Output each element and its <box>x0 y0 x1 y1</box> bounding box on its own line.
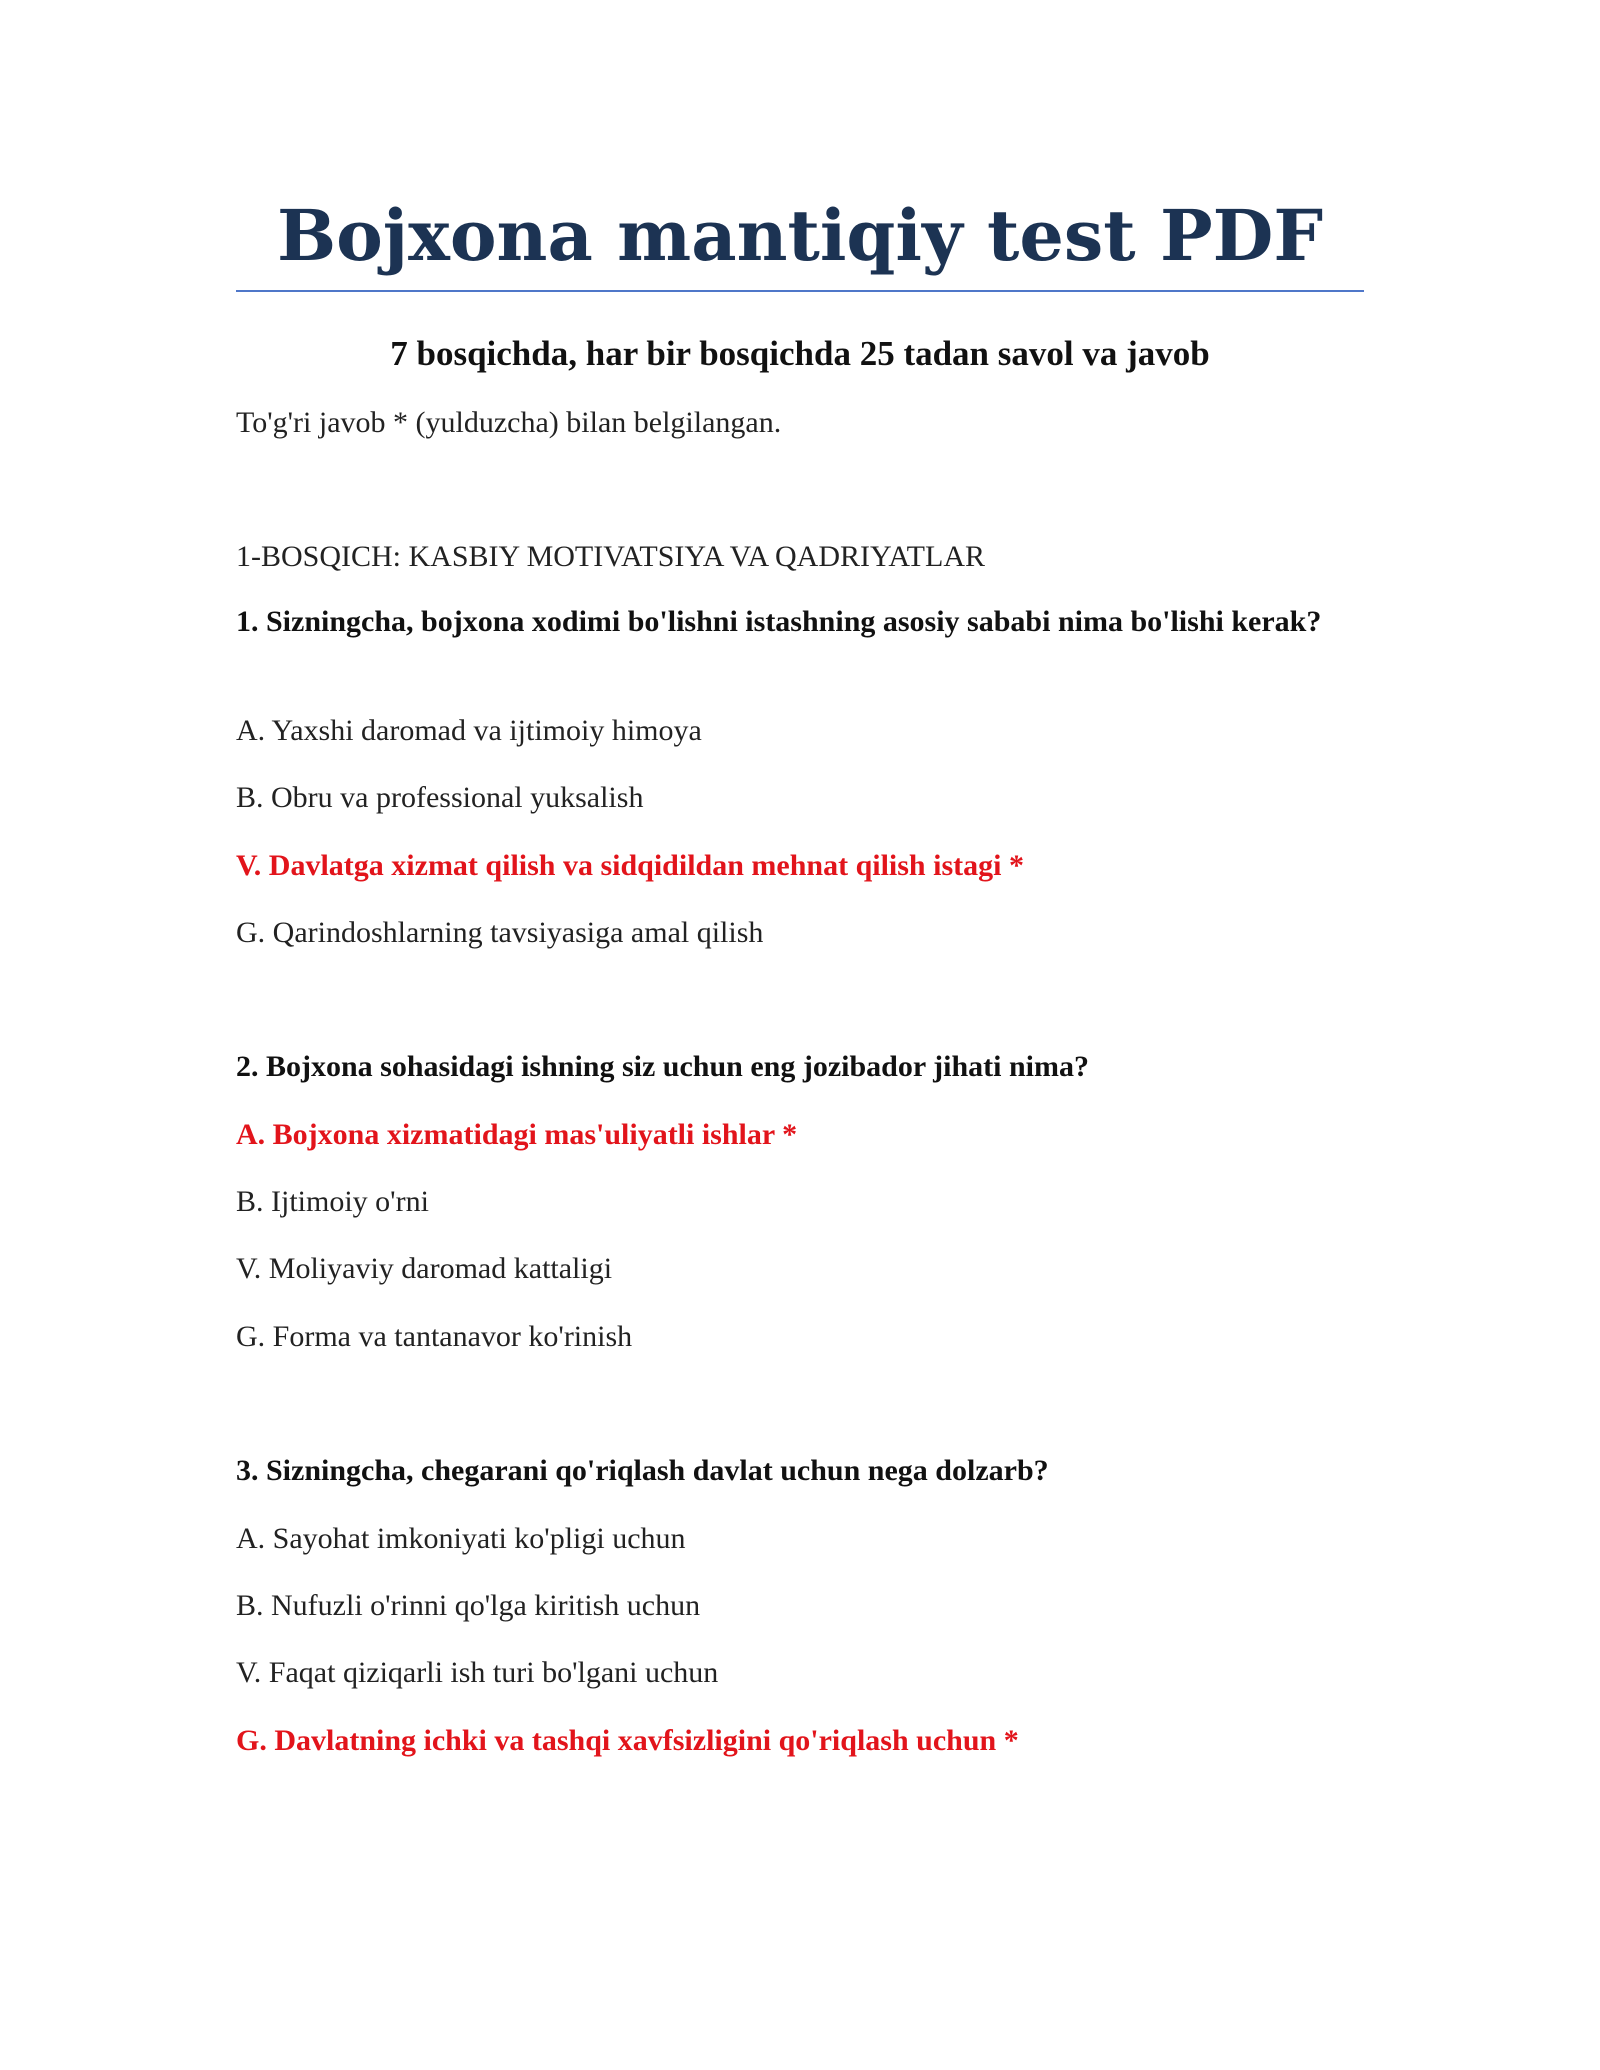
document-title: Bojxona mantiqiy test PDF <box>276 194 1324 277</box>
title-underline <box>236 290 1364 292</box>
question-1-option-a: A. Yaxshi daromad va ijtimoiy himoya <box>236 714 702 747</box>
answer-key-note: To'g'ri javob * (yulduzcha) bilan belgilangan. <box>236 406 782 439</box>
question-3-option-g-correct: G. Davlatning ichki va tashqi xavfsizligini qo'riqlash uchun * <box>236 1724 1019 1757</box>
question-2-option-b: B. Ijtimoiy o'rni <box>236 1185 429 1218</box>
question-1-option-g: G. Qarindoshlarning tavsiyasiga amal qilish <box>236 916 764 949</box>
question-1-option-b: B. Obru va professional yuksalish <box>236 781 644 814</box>
question-3-option-v: V. Faqat qiziqarli ish turi bo'lgani uchun <box>236 1656 719 1689</box>
document-subtitle: 7 bosqichda, har bir bosqichda 25 tadan savol va javob <box>390 334 1210 373</box>
question-1-option-v-correct: V. Davlatga xizmat qilish va sidqidildan mehnat qilish istagi * <box>236 849 1024 882</box>
section-heading: 1-BOSQICH: KASBIY MOTIVATSIYA VA QADRIYATLAR <box>236 540 985 573</box>
question-2: 2. Bojxona sohasidagi ishning siz uchun eng jozibador jihati nima? <box>236 1050 1089 1083</box>
question-3-option-b: B. Nufuzli o'rinni qo'lga kiritish uchun <box>236 1589 701 1622</box>
question-3: 3. Sizningcha, chegarani qo'riqlash davlat uchun nega dolzarb? <box>236 1454 1049 1487</box>
question-2-option-v: V. Moliyaviy daromad kattaligi <box>236 1252 613 1285</box>
question-3-option-a: A. Sayohat imkoniyati ko'pligi uchun <box>236 1522 686 1555</box>
question-1: 1. Sizningcha, bojxona xodimi bo'lishni istashning asosiy sababi nima bo'lishi kerak? <box>236 605 1322 638</box>
question-2-option-g: G. Forma va tantanavor ko'rinish <box>236 1320 633 1353</box>
question-2-option-a-correct: A. Bojxona xizmatidagi mas'uliyatli ishlar * <box>236 1118 798 1151</box>
